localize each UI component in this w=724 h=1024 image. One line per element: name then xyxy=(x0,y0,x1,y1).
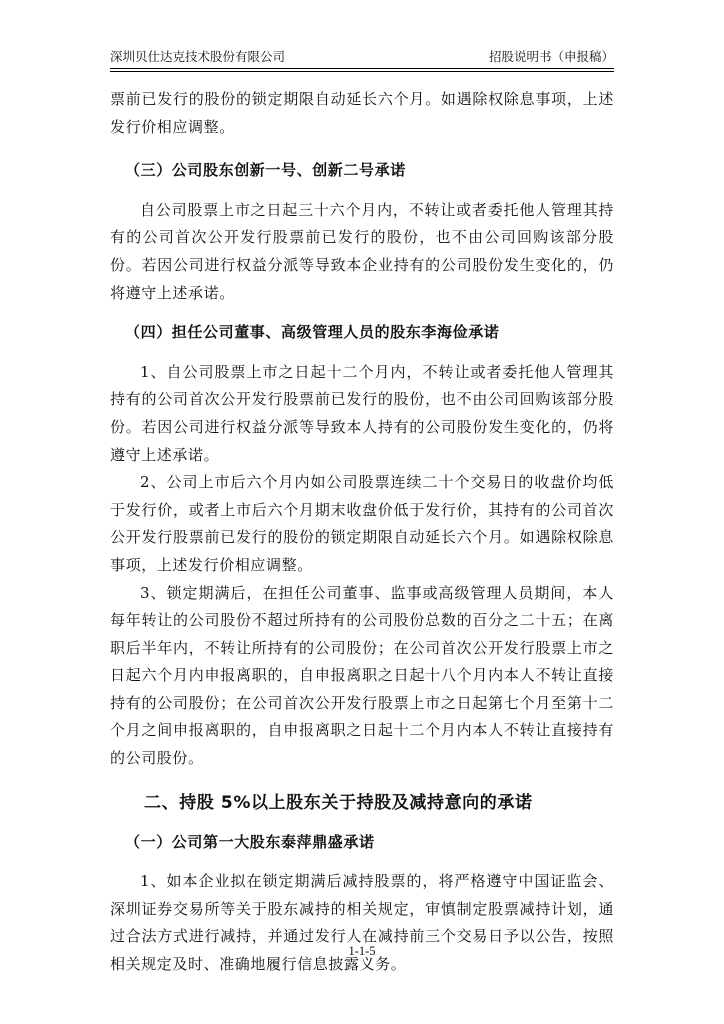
paragraph-item-1: 1、自公司股票上市之日起十二个月内，不转让或者委托他人管理其持有的公司首次公开发行股票前已发行的股份，也不由公司回购该部分股份。若因公司进行权益分派等导致本人持有的公司股份发生变化的，仍将遵守上述承诺。 xyxy=(110,362,614,464)
header-rule-thin xyxy=(110,71,614,72)
chapter-heading: 二、持股 5%以上股东关于持股及减持意向的承诺 xyxy=(144,792,533,813)
paragraph-reduction-1: 1、如本企业拟在锁定期满后减持股票的，将严格遵守中国证监会、深圳证券交易所等关于股东减持的相关规定，审慎制定股票减持计划，通过合法方式进行减持，并通过发行人在减持前三个交易日予以公告，按照相关规定及时、准确地履行信息披露义务。 xyxy=(110,872,614,974)
page-body xyxy=(110,86,614,979)
section-heading-4: （四）担任公司董事、高级管理人员的股东李海俭承诺 xyxy=(125,323,500,342)
section-heading-3: （三）公司股东创新一号、创新二号承诺 xyxy=(125,161,406,180)
section-heading-1: （一）公司第一大股东泰萍鼎盛承诺 xyxy=(125,832,375,851)
paragraph-item-3: 3、锁定期满后，在担任公司董事、监事或高级管理人员期间，本人每年转让的公司股份不超过所持有的公司股份总数的百分之二十五；在离职后半年内，不转让所持有的公司股份；在公司首次公开发行股票上市之日起六个月内申报离职的，自申报离职之日起十八个月内本人不转让直接持有的公司股份；在公司首次公开发行股票上市之日起第七个月至第十二个月之间申报离职的，自申报离职之日起十二个月内本人不转让直接持有的公司股份。 xyxy=(110,583,614,768)
paragraph-lockup-innovation: 自公司股票上市之日起三十六个月内，不转让或者委托他人管理其持有的公司首次公开发行股票前已发行的股份，也不由公司回购该部分股份。若因公司进行权益分派等导致本企业持有的公司股份发生变化的，仍将遵守上述承诺。 xyxy=(110,200,614,302)
paragraph-continuation: 票前已发行的股份的锁定期限自动延长六个月。如遇除权除息事项，上述发行价相应调整。 xyxy=(110,90,614,136)
header-rule xyxy=(110,68,614,69)
document-title: 招股说明书（申报稿） xyxy=(488,49,614,64)
page-header xyxy=(110,49,614,69)
company-name: 深圳贝仕达克技术股份有限公司 xyxy=(110,49,286,64)
page-number: 1-1-5 xyxy=(348,944,376,958)
paragraph-item-2: 2、公司上市后六个月内如公司股票连续二十个交易日的收盘价均低于发行价，或者上市后六个月期末收盘价低于发行价，其持有的公司首次公开发行股票前已发行的股份的锁定期限自动延长六个月。如遇除权除息事项，上述发行价相应调整。 xyxy=(110,473,614,574)
